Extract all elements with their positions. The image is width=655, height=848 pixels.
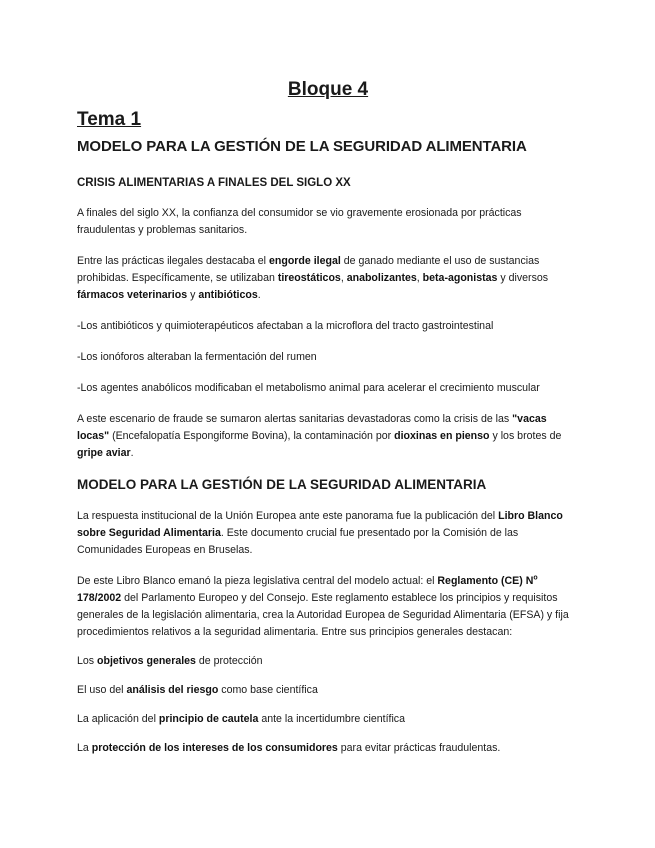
text: . bbox=[130, 447, 134, 459]
text: de ganado mediante el uso de sustancias prohibidas. Específicamente, se utilizaban bbox=[77, 255, 540, 284]
text: 178/2002 bbox=[77, 592, 122, 604]
paragraph-ionophores: -Los ionóforos alteraban la fermentación del rumen bbox=[77, 351, 317, 363]
text: , bbox=[340, 272, 347, 284]
text: Los bbox=[77, 655, 98, 667]
bold-term: anabolizantes bbox=[346, 272, 417, 284]
section-heading-model: MODELO PARA LA GESTIÓN DE LA SEGURIDAD ALIMENTARIA bbox=[77, 477, 487, 492]
bold-term: fármacos veterinarios bbox=[77, 289, 188, 301]
text: ante la incertidumbre científica bbox=[258, 713, 405, 725]
principle-item bbox=[77, 711, 579, 728]
section-heading-crisis: CRISIS ALIMENTARIAS A FINALES DEL SIGLO XX bbox=[77, 177, 351, 189]
text: De este Libro Blanco emanó la pieza legislativa central del modelo actual: el bbox=[77, 575, 438, 587]
text: del Parlamento Europeo y del Consejo. Este reglamento establece los principios y requisitos generales de la legislación alimentaria, crea la Autoridad Europea de Seguridad Alimentaria (EFSA) y fija procedimientos relativos a la seguridad alimentaria. Entre sus principios generales destacan: bbox=[77, 592, 569, 638]
bold-term: beta-agonistas bbox=[422, 272, 498, 284]
text: y bbox=[187, 289, 199, 301]
block-title: Bloque 4 bbox=[287, 79, 369, 100]
bold-term: objetivos generales bbox=[97, 655, 196, 667]
text: La bbox=[77, 742, 92, 754]
main-title: MODELO PARA LA GESTIÓN DE LA SEGURIDAD ALIMENTARIA bbox=[77, 138, 527, 155]
text: El uso del bbox=[77, 684, 127, 696]
bold-term: principio de cautela bbox=[158, 713, 259, 725]
bold-term: dioxinas en pienso bbox=[394, 430, 490, 442]
bold-term: Libro Blanco sobre Seguridad Alimentaria bbox=[77, 510, 563, 539]
principle-item bbox=[77, 740, 579, 757]
paragraph-regulation bbox=[77, 573, 579, 641]
bold-term: "vacas locas" bbox=[77, 413, 547, 442]
paragraph-health-alerts bbox=[77, 411, 579, 462]
text: La aplicación del bbox=[77, 713, 159, 725]
text: Reglamento (CE) N bbox=[437, 575, 534, 587]
text: , bbox=[416, 272, 423, 284]
paragraph-illegal-practices bbox=[77, 253, 579, 304]
bold-term: tireostáticos bbox=[277, 272, 341, 284]
paragraph-intro: A finales del siglo XX, la confianza del consumidor se vio gravemente erosionada por prácticas fraudulentas y problemas sanitarios. bbox=[77, 207, 522, 236]
paragraph-anabolic: -Los agentes anabólicos modificaban el metabolismo animal para acelerar el crecimiento muscular bbox=[77, 382, 540, 394]
text: . Este documento crucial fue presentado por la Comisión de las Comunidades Europeas en Bruselas. bbox=[77, 527, 519, 556]
superscript: o bbox=[533, 574, 538, 582]
text: Entre las prácticas ilegales destacaba el bbox=[77, 255, 269, 267]
document-page bbox=[77, 78, 579, 757]
principle-item bbox=[77, 653, 579, 670]
text: . bbox=[257, 289, 261, 301]
text: (Encefalopatía Espongiforme Bovina), la contaminación por bbox=[109, 430, 395, 442]
principle-item bbox=[77, 682, 579, 699]
text: A este escenario de fraude se sumaron alertas sanitarias devastadoras como la crisis de las bbox=[77, 413, 513, 425]
paragraph-antibiotics: -Los antibióticos y quimioterapéuticos afectaban a la microflora del tracto gastrointestinal bbox=[77, 320, 494, 332]
bold-term: análisis del riesgo bbox=[126, 684, 219, 696]
text: La respuesta institucional de la Unión Europea ante este panorama fue la publicación del bbox=[77, 510, 499, 522]
text: para evitar prácticas fraudulentas. bbox=[337, 742, 501, 754]
bold-term: gripe aviar bbox=[77, 447, 131, 459]
topic-title: Tema 1 bbox=[77, 109, 142, 130]
text: y diversos bbox=[497, 272, 549, 284]
bold-term: antibióticos bbox=[198, 289, 258, 301]
text: como base científica bbox=[218, 684, 318, 696]
bold-term: protección de los intereses de los consumidores bbox=[91, 742, 338, 754]
text: de protección bbox=[195, 655, 263, 667]
paragraph-white-paper bbox=[77, 508, 579, 559]
text: y los brotes de bbox=[489, 430, 562, 442]
bold-term: engorde ilegal bbox=[268, 255, 341, 267]
